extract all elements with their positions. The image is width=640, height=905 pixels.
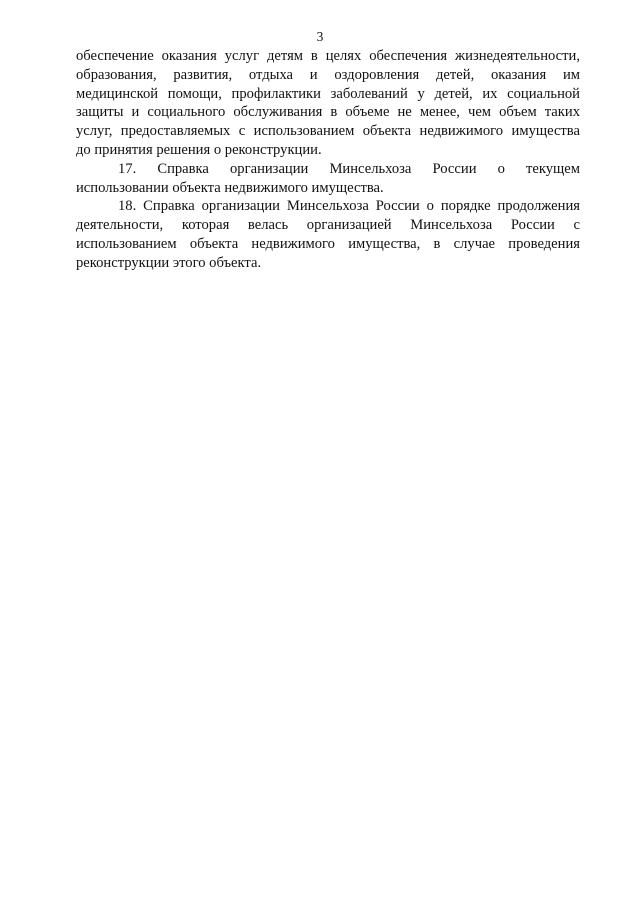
text-line: 17. Справка организации Минсельхоза России о текущем xyxy=(118,160,580,177)
paragraph-continuation xyxy=(76,47,580,160)
text-line: реконструкции этого объекта. xyxy=(76,254,262,271)
text-line: медицинской помощи, профилактики заболеваний у детей, их социальной xyxy=(76,85,580,102)
document-body xyxy=(76,47,580,273)
text-line: использовании объекта недвижимого имущества. xyxy=(76,179,384,196)
text-line: образования, развития, отдыха и оздоровления детей, оказания им xyxy=(76,66,580,83)
text-line: 18. Справка организации Минсельхоза России о порядке продолжения xyxy=(118,198,580,215)
text-line: использованием объекта недвижимого имущества, в случае проведения xyxy=(76,235,580,252)
paragraph-item-18 xyxy=(76,197,580,272)
text-line: деятельности, которая велась организацией Минсельхоза России с xyxy=(76,217,580,234)
page-number: 3 xyxy=(316,29,324,44)
text-line: до принятия решения о реконструкции. xyxy=(76,141,322,158)
text-line: услуг, предоставляемых с использованием объекта недвижимого имущества xyxy=(76,123,580,140)
paragraph-item-17 xyxy=(76,160,580,198)
text-line: защиты и социального обслуживания в объеме не менее, чем объем таких xyxy=(76,104,580,121)
text-line: обеспечение оказания услуг детям в целях обеспечения жизнедеятельности, xyxy=(76,48,580,64)
